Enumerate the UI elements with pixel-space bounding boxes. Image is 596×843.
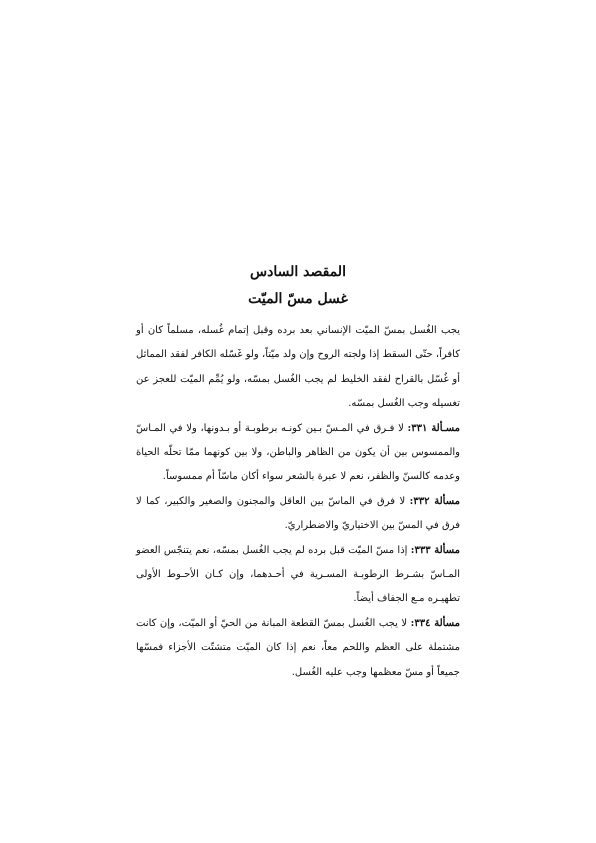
paragraph-issue-332 — [136, 490, 460, 539]
section-subtitle: غسل مسّ الميّت — [248, 291, 348, 307]
issue-label: مسألة ٣٣٣: — [410, 544, 460, 556]
paragraph-issue-333 — [136, 539, 460, 612]
section-title: المقصد السادس — [250, 264, 346, 280]
issue-label: مسألة ٣٣٤: — [410, 617, 460, 629]
paragraph-text: لا فـرق في المـسّ بـين كونـه برطوبـة أو بـدونها، ولا في المـاسّ والممسوس بين أن يكون من الظاهر والباطن، ولا بين كونهما ممّا تحلّه الحياة وعدمه كالسنّ والظفر، نعم لا عبرة بالشعر سواء أكان ماسّاً أم ممسوساً. — [136, 422, 460, 483]
paragraph-text: إذا مسّ الميّت قبل برده لم يجب الغُسل بمسّه، نعم يتنجّس العضو المـاسّ بشـرط الرطوبـة المسـرية في أحـدهما، وإن كـان الأحـوط الأولى تطهيـره مـع الجفاف أيضاً. — [136, 544, 460, 605]
paragraph-text: يجب الغُسل بمسّ الميّت الإنساني بعد برده وقبل إتمام غُسله، مسلماً كان أو كافراً، حتّى السقط إذا ولجته الروح وإن ولد ميّتاً، ولو غَسّله الكافر لفقد المماثل أو غُسّل بالقراح لفقد الخليط لم يجب الغُسل بمسّه، ولو يُمِّم الميّت للعجز عن تغسيله وجب الغُسل بمسّه. — [136, 325, 460, 410]
paragraph-issue-331 — [136, 417, 460, 490]
body-text — [136, 319, 460, 685]
issue-label: مسـألة ٣٣١: — [407, 422, 460, 434]
issue-label: مسألة ٣٣٢: — [409, 495, 460, 507]
paragraph-text: لا فرق في الماسّ بين العاقل والمجنون والصغير والكبير، كما لا فرق في المسّ بين الاختياريّ والاضطراريّ. — [136, 495, 460, 532]
paragraph-text: لا يجب الغُسل بمسّ القطعة المبانة من الحيّ أو الميّت، وإن كانت مشتملة على العظم واللحم معاً، نعم إذا كان الميّت متشتّت الأجزاء فمسّها جميعاً أو مسّ معظمها وجب عليه الغُسل. — [136, 617, 460, 678]
paragraph-intro — [136, 319, 460, 417]
paragraph-issue-334 — [136, 612, 460, 685]
